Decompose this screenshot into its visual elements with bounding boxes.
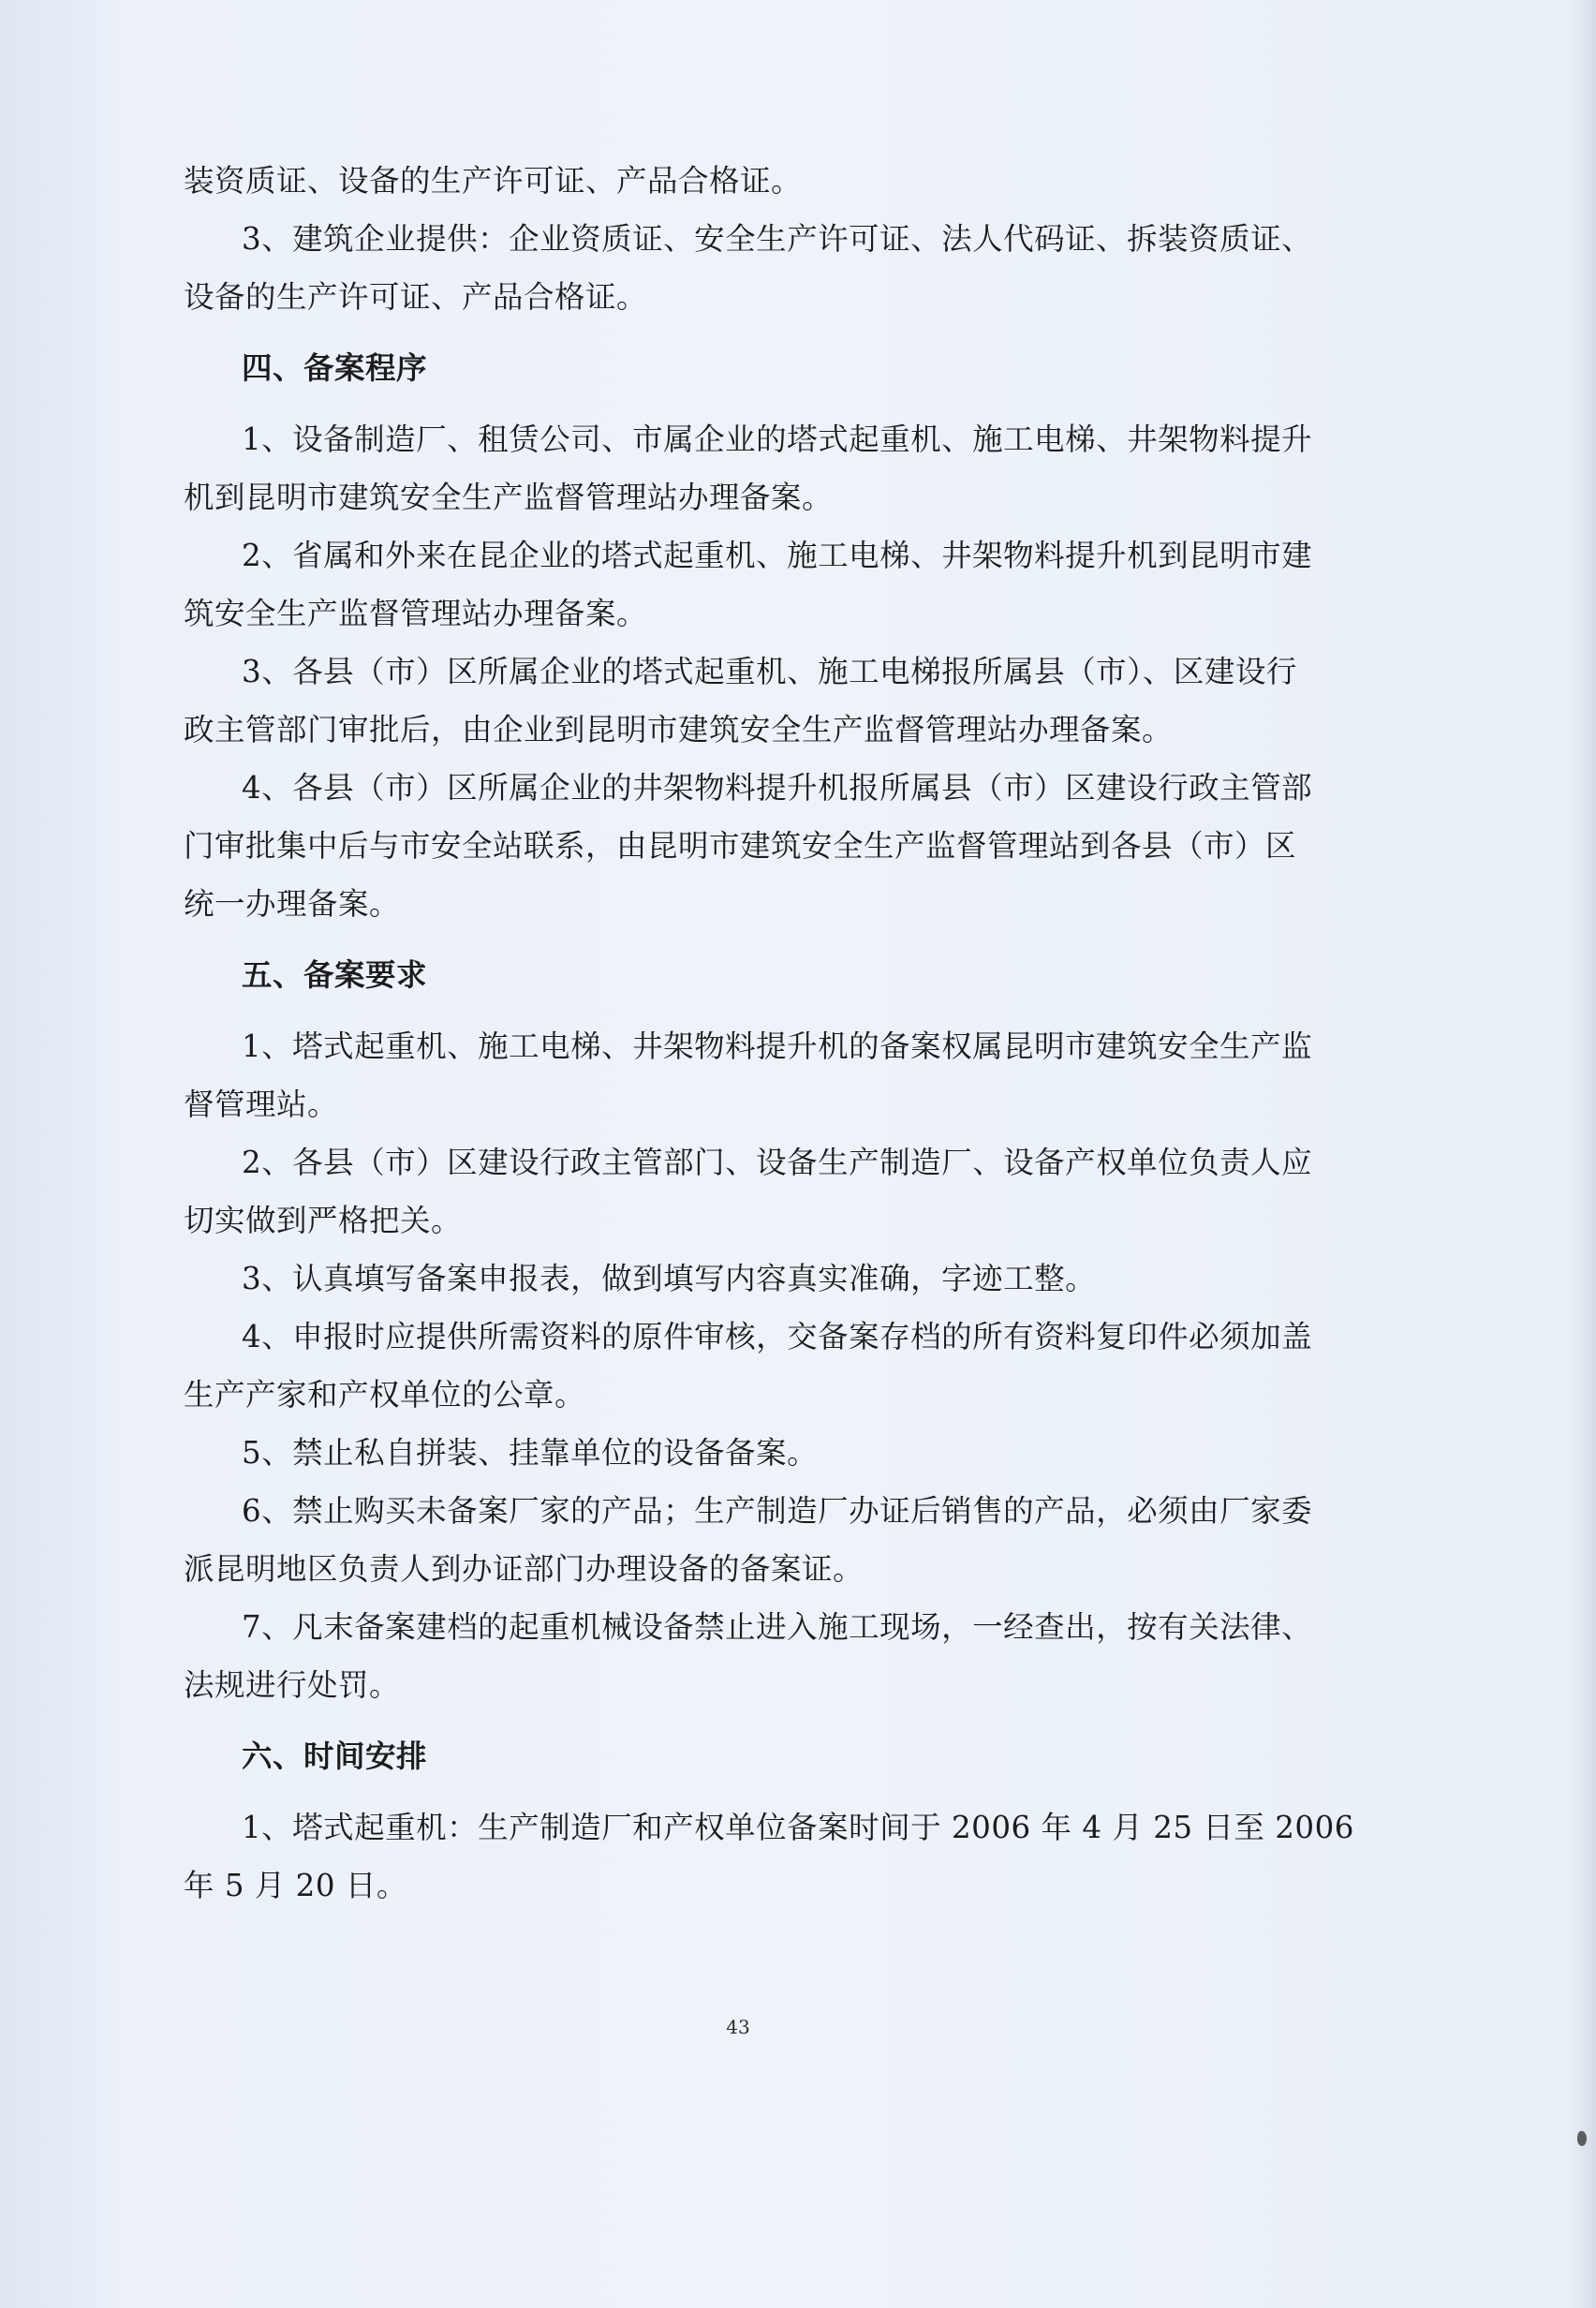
text-line: 法规进行处罚。 [184, 1667, 401, 1703]
text-line: 2、省属和外来在昆企业的塔式起重机、施工电梯、井架物料提升机到昆明市建 [242, 538, 1313, 573]
text-line: 门审批集中后与市安全站联系，由昆明市建筑安全生产监督管理站到各县（市）区 [184, 828, 1297, 864]
page-edge-shadow [1572, 0, 1596, 2308]
text-line: 筑安全生产监督管理站办理备案。 [184, 596, 648, 631]
text-line: 1、塔式起重机、施工电梯、井架物料提升机的备案权属昆明市建筑安全生产监 [242, 1028, 1313, 1064]
text-line: 7、凡末备案建档的起重机械设备禁止进入施工现场，一经查出，按有关法律、 [242, 1609, 1313, 1645]
text-line: 切实做到严格把关。 [184, 1203, 463, 1238]
text-line: 生产产家和产权单位的公章。 [184, 1377, 586, 1413]
text-line: 督管理站。 [184, 1087, 339, 1122]
section-heading-filing-procedure: 四、备案程序 [242, 349, 428, 386]
text-line: 年 5 月 20 日。 [184, 1868, 407, 1903]
text-line: 3、各县（市）区所属企业的塔式起重机、施工电梯报所属县（市）、区建设行 [242, 654, 1297, 689]
text-line: 4、各县（市）区所属企业的井架物料提升机报所属县（市）区建设行政主管部 [242, 770, 1313, 806]
text-line: 3、建筑企业提供：企业资质证、安全生产许可证、法人代码证、拆装资质证、 [242, 221, 1313, 257]
document-body [184, 152, 1354, 1915]
text-line: 机到昆明市建筑安全生产监督管理站办理备案。 [184, 480, 834, 515]
section-heading-filing-requirements: 五、备案要求 [242, 956, 428, 993]
text-line: 派昆明地区负责人到办证部门办理设备的备案证。 [184, 1551, 864, 1587]
section-heading-time-schedule: 六、时间安排 [242, 1738, 428, 1774]
text-line: 装资质证、设备的生产许可证、产品合格证。 [184, 163, 803, 199]
text-line: 6、禁止购买未备案厂家的产品；生产制造厂办证后销售的产品，必须由厂家委 [242, 1493, 1313, 1529]
text-line: 5、禁止私自拼装、挂靠单位的设备备案。 [242, 1435, 819, 1471]
text-line: 2、各县（市）区建设行政主管部门、设备生产制造厂、设备产权单位负责人应 [242, 1145, 1313, 1180]
text-line: 4、申报时应提供所需资料的原件审核，交备案存档的所有资料复印件必须加盖 [242, 1319, 1313, 1354]
text-line: 1、塔式起重机：生产制造厂和产权单位备案时间于 2006 年 4 月 25 日至 2006 [242, 1810, 1354, 1845]
text-line: 3、认真填写备案申报表，做到填写内容真实准确，字迹工整。 [242, 1261, 1097, 1296]
text-line: 政主管部门审批后，由企业到昆明市建筑安全生产监督管理站办理备案。 [184, 712, 1174, 747]
text-line: 统一办理备案。 [184, 886, 401, 922]
text-line: 1、设备制造厂、租赁公司、市属企业的塔式起重机、施工电梯、井架物料提升 [242, 422, 1313, 457]
page-number: 43 [726, 2016, 750, 2038]
scan-speck [1577, 2131, 1587, 2146]
text-line: 设备的生产许可证、产品合格证。 [184, 279, 648, 315]
